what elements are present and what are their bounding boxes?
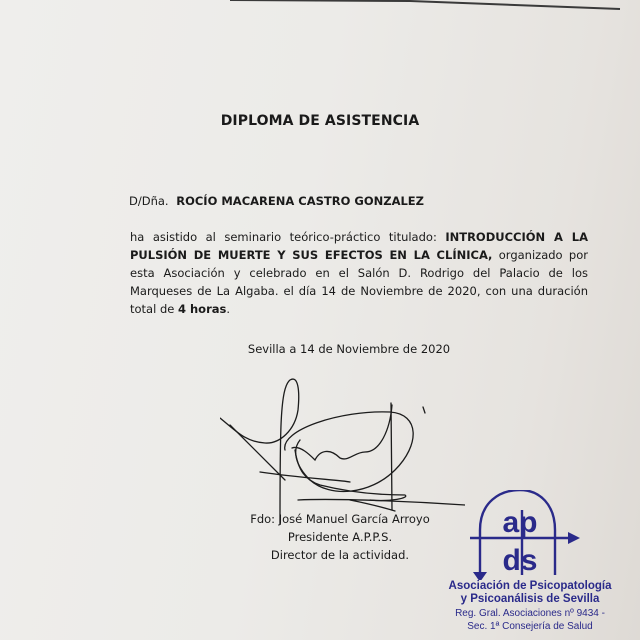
registration-line2: Sec. 1ª Consejería de Salud [467, 621, 593, 632]
registration-line1: Reg. Gral. Asociaciones nº 9434 - [455, 608, 605, 619]
association-name-line2: y Psicoanálisis de Sevilla [460, 593, 600, 605]
apds-logo-stamp [470, 490, 590, 580]
place-date: Sevilla a 14 de Noviembre de 2020 [247, 342, 451, 356]
signer-block [250, 510, 430, 564]
recipient-prefix: D/Dña. [129, 194, 169, 208]
signer-title: Presidente A.P.P.S. [287, 530, 393, 544]
logo-text-ap: ap [502, 506, 538, 539]
association-name-line1: Asociación de Psicopatología [448, 580, 612, 592]
handwritten-signature [220, 370, 465, 525]
recipient-line [129, 194, 424, 208]
attendance-statement: ha asistido al seminario teórico-práctico titulado: INTRODUCCIÓN A LA PULSIÓN DE MUERTE Y SUS EFECTOS EN LA CLÍNICA, organizado por esta Asociación y celebrado en el Salón D. Rodrigo del Palacio de los Marqueses de La Algaba. el día 14 de Noviembre de 2020, con una duración total de 4 horas. [130, 230, 588, 316]
signer-role: Director de la actividad. [270, 548, 410, 562]
signer-name: Fdo: José Manuel García Arroyo [250, 512, 430, 526]
document-title: DIPLOMA DE ASISTENCIA [220, 113, 420, 129]
statement-part2: organizado por esta Asociación y celebrado en el Salón D. Rodrigo del Palacio de los Marqueses de La Algaba. el día 14 de Noviembre de 2020, con una duración total de [130, 248, 588, 316]
seminar-title: INTRODUCCIÓN A LA PULSIÓN DE MUERTE Y SUS EFECTOS EN LA CLÍNICA, [130, 230, 588, 262]
recipient-name: ROCÍO MACARENA CASTRO GONZALEZ [176, 194, 424, 208]
duration: 4 horas [177, 302, 227, 316]
logo-text-ds: ds [502, 544, 538, 577]
statement-part1: ha asistido al seminario teórico-práctico titulado: [130, 230, 446, 244]
association-stamp-text [420, 580, 640, 632]
page-edge-line [230, 0, 630, 12]
